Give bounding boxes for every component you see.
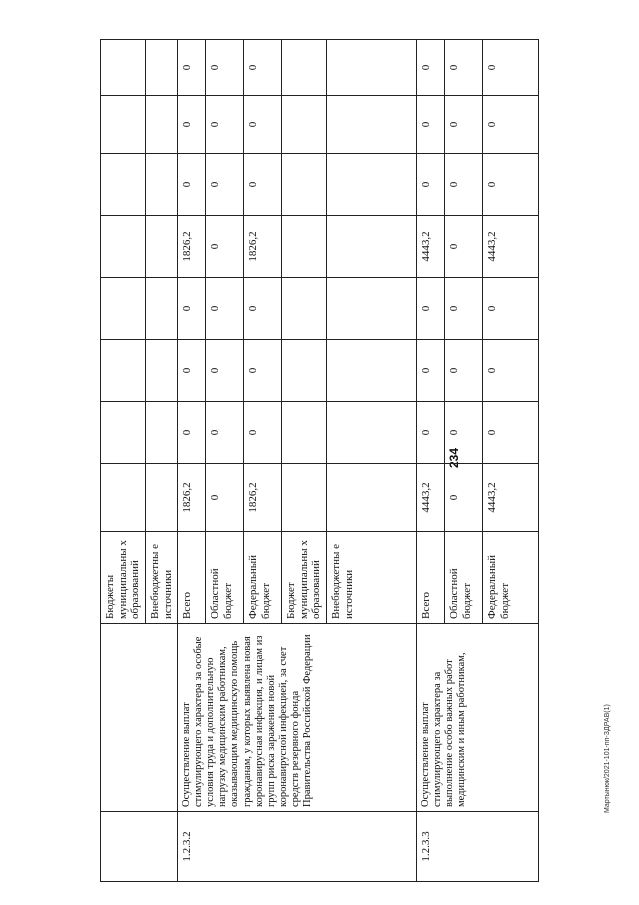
- value-cell: 1826,2: [244, 216, 282, 278]
- item-description: Осуществление выплат стимулирующего характера за выполнение особо важных работ медицинским и иным работникам,: [417, 624, 539, 812]
- value-cell: 0: [206, 216, 244, 278]
- value-cell: 0: [178, 402, 206, 464]
- value-cell: 0: [178, 340, 206, 402]
- value-cell: 0: [206, 340, 244, 402]
- value-cell: 0: [206, 96, 244, 154]
- value-cell: [101, 402, 146, 464]
- funding-source-cell: Областной бюджет: [445, 532, 483, 624]
- value-cell: [101, 464, 146, 532]
- value-cell: 0: [417, 40, 445, 96]
- value-cell: 0: [417, 278, 445, 340]
- value-cell: 4443,2: [483, 216, 539, 278]
- value-cell: 0: [206, 402, 244, 464]
- footer-note: Мартынюк/2021-101-пп-ЗДРАВ(1): [604, 704, 611, 813]
- table-row: [101, 40, 146, 882]
- value-cell: 0: [206, 278, 244, 340]
- value-cell: 0: [445, 216, 483, 278]
- value-cell: 0: [206, 464, 244, 532]
- budget-table: [100, 39, 539, 882]
- value-cell: 4443,2: [483, 464, 539, 532]
- value-cell: 0: [445, 96, 483, 154]
- funding-source-cell: Федеральный бюджет: [483, 532, 539, 624]
- value-cell: [327, 96, 417, 154]
- value-cell: 0: [244, 340, 282, 402]
- value-cell: 0: [178, 96, 206, 154]
- value-cell: [282, 402, 327, 464]
- value-cell: 0: [445, 40, 483, 96]
- page-number: 234: [447, 447, 461, 468]
- value-cell: [327, 340, 417, 402]
- value-cell: 0: [244, 402, 282, 464]
- value-cell: 0: [417, 340, 445, 402]
- value-cell: 0: [445, 402, 483, 464]
- value-cell: [327, 278, 417, 340]
- value-cell: 1826,2: [178, 216, 206, 278]
- value-cell: [145, 96, 177, 154]
- value-cell: [101, 154, 146, 216]
- value-cell: [145, 154, 177, 216]
- value-cell: [282, 340, 327, 402]
- value-cell: [282, 278, 327, 340]
- funding-source-cell: Всего: [417, 532, 445, 624]
- table-row: [178, 40, 206, 882]
- value-cell: [282, 40, 327, 96]
- value-cell: [327, 464, 417, 532]
- value-cell: [101, 40, 146, 96]
- value-cell: [327, 154, 417, 216]
- value-cell: 0: [483, 40, 539, 96]
- value-cell: 1826,2: [244, 464, 282, 532]
- value-cell: [101, 278, 146, 340]
- value-cell: [327, 216, 417, 278]
- value-cell: 0: [178, 278, 206, 340]
- value-cell: [101, 216, 146, 278]
- funding-source-cell: Всего: [178, 532, 206, 624]
- value-cell: 0: [178, 154, 206, 216]
- item-number: 1.2.3.2: [178, 812, 417, 882]
- value-cell: 4443,2: [417, 216, 445, 278]
- value-cell: [145, 216, 177, 278]
- value-cell: [145, 402, 177, 464]
- value-cell: 0: [445, 278, 483, 340]
- value-cell: 1826,2: [178, 464, 206, 532]
- value-cell: 0: [445, 340, 483, 402]
- value-cell: 0: [244, 154, 282, 216]
- value-cell: 0: [417, 402, 445, 464]
- value-cell: 0: [483, 96, 539, 154]
- value-cell: [101, 340, 146, 402]
- funding-source-cell: Внебюджетны е источники: [327, 532, 417, 624]
- value-cell: 0: [483, 402, 539, 464]
- value-cell: 0: [417, 154, 445, 216]
- value-cell: [145, 464, 177, 532]
- funding-source-cell: Бюджеты муниципальны х образований: [101, 532, 146, 624]
- value-cell: 0: [483, 278, 539, 340]
- value-cell: 0: [244, 96, 282, 154]
- value-cell: 0: [483, 154, 539, 216]
- empty-description-cell: [101, 624, 178, 812]
- value-cell: 0: [206, 40, 244, 96]
- item-description: Осуществление выплат стимулирующего характера за особые условия труда и дополнительную нагрузку медицинским работникам, оказывающим медицинскую помощь гражданам, у которых выявлена новая коронавирусная инфекция, и лицам из групп риска заражения новой коронавирусной инфекцией, за счет средств резервного фонда Правительства Российской Федерации: [178, 624, 417, 812]
- value-cell: [282, 464, 327, 532]
- value-cell: [282, 216, 327, 278]
- table-row: [417, 40, 445, 882]
- value-cell: [145, 278, 177, 340]
- funding-source-cell: Федеральный бюджет: [244, 532, 282, 624]
- value-cell: 0: [244, 40, 282, 96]
- value-cell: 0: [483, 340, 539, 402]
- value-cell: 0: [445, 154, 483, 216]
- funding-source-cell: Внебюджетны е источники: [145, 532, 177, 624]
- value-cell: 0: [206, 154, 244, 216]
- value-cell: [327, 402, 417, 464]
- value-cell: 0: [244, 278, 282, 340]
- value-cell: [327, 40, 417, 96]
- value-cell: [101, 96, 146, 154]
- value-cell: [282, 96, 327, 154]
- value-cell: 4443,2: [417, 464, 445, 532]
- item-number: 1.2.3.3: [417, 812, 539, 882]
- funding-source-cell: Бюджет муниципальны х образований: [282, 532, 327, 624]
- empty-number-cell: [101, 812, 178, 882]
- value-cell: [145, 40, 177, 96]
- value-cell: 0: [417, 96, 445, 154]
- value-cell: [282, 154, 327, 216]
- value-cell: 0: [445, 464, 483, 532]
- value-cell: [145, 340, 177, 402]
- funding-source-cell: Областной бюджет: [206, 532, 244, 624]
- value-cell: 0: [178, 40, 206, 96]
